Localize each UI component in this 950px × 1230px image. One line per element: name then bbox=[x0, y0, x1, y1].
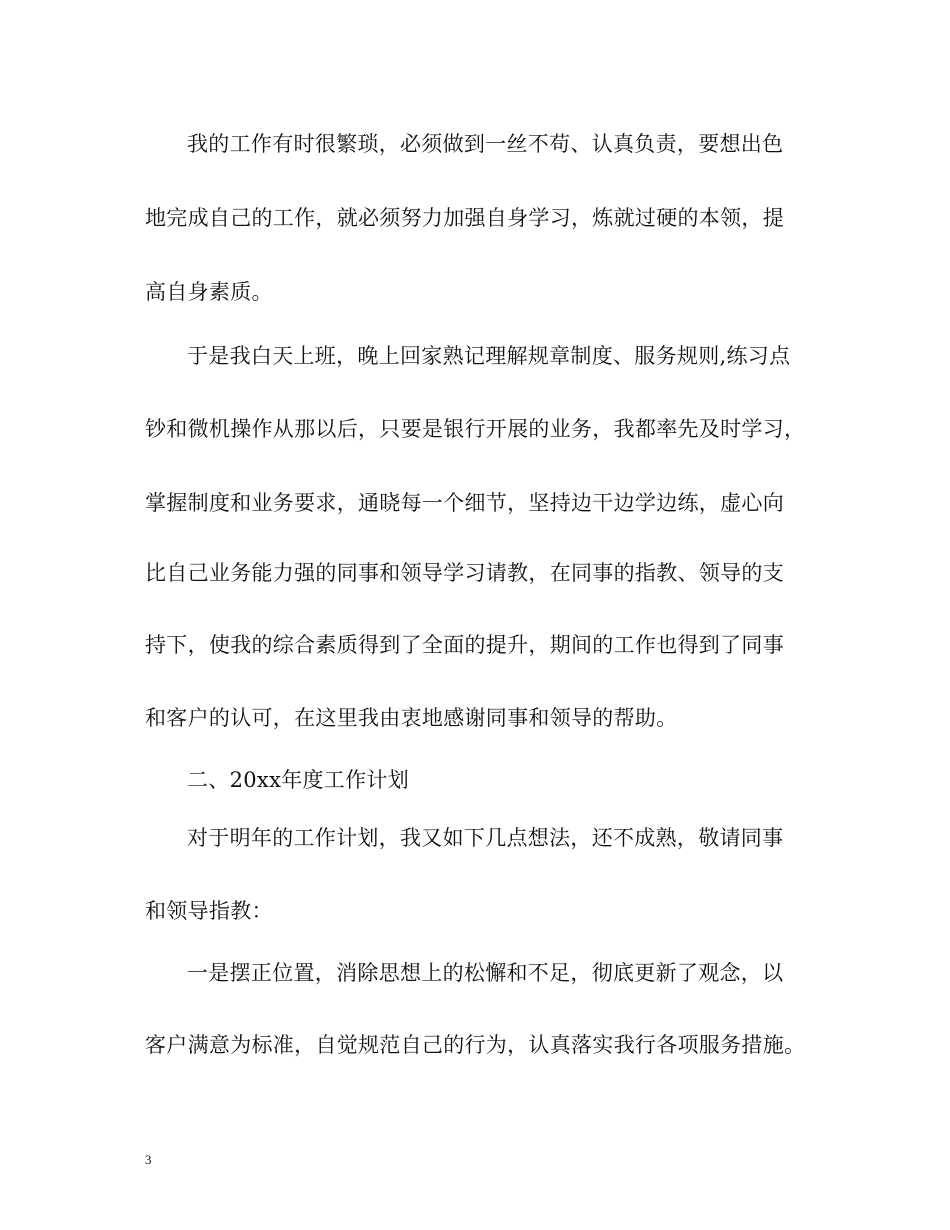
paragraph-line: 高自身素质。 bbox=[145, 280, 273, 304]
page-number: 3 bbox=[145, 1152, 152, 1167]
paragraph-line: 我的工作有时很繁琐，必须做到一丝不苟、认真负责，要想出色 bbox=[187, 132, 784, 156]
paragraph-line: 地完成自己的工作，就必须努力加强自身学习，炼就过硬的本领，提 bbox=[145, 206, 784, 230]
paragraph-line: 掌握制度和业务要求，通晓每一个细节，坚持边干边学边练，虚心向 bbox=[145, 491, 784, 515]
paragraph-line: 比自己业务能力强的同事和领导学习请教，在同事的指教、领导的支 bbox=[145, 561, 784, 585]
paragraph-line: 持下，使我的综合素质得到了全面的提升，期间的工作也得到了同事 bbox=[145, 633, 784, 657]
paragraph-line: 和客户的认可，在这里我由衷地感谢同事和领导的帮助。 bbox=[145, 706, 678, 730]
section-heading: 二、20xx年度工作计划 bbox=[187, 768, 410, 792]
paragraph-line: 对于明年的工作计划，我又如下几点想法，还不成熟，敬请同事 bbox=[187, 826, 784, 850]
paragraph-line: 于是我白天上班，晚上回家熟记理解规章制度、服务规则,练习点 bbox=[187, 344, 791, 368]
paragraph-line: 一是摆正位置，消除思想上的松懈和不足，彻底更新了观念，以 bbox=[187, 961, 784, 985]
paragraph-line: 钞和微机操作从那以后，只要是银行开展的业务，我都率先及时学习， bbox=[145, 417, 806, 441]
paragraph-line: 和领导指教： bbox=[145, 899, 273, 923]
paragraph-line: 客户满意为标准，自觉规范自己的行为，认真落实我行各项服务措施。 bbox=[145, 1033, 806, 1057]
